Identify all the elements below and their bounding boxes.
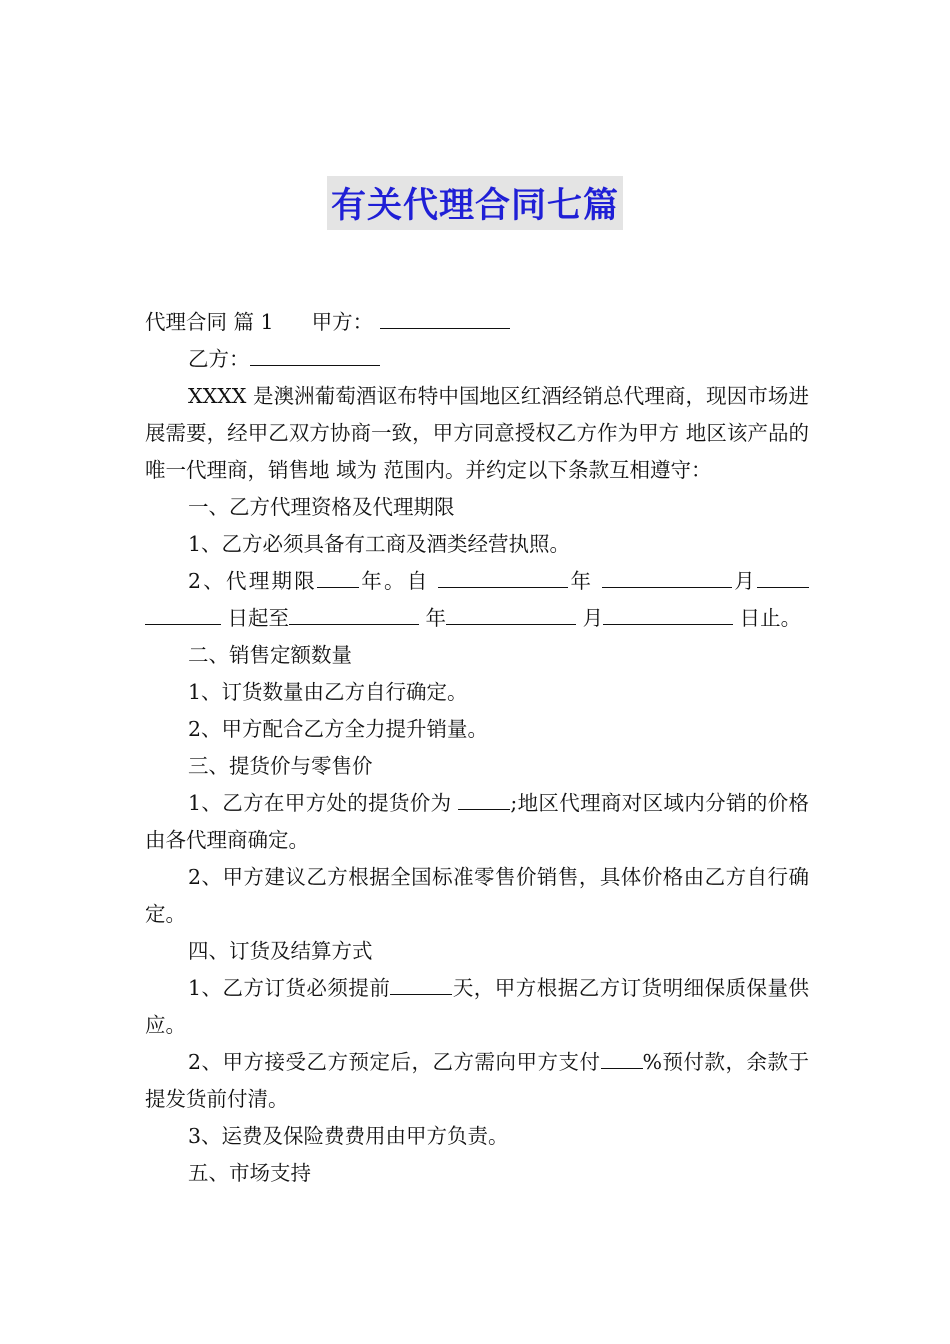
clause-1-2-g: 月: [576, 606, 604, 630]
clause-1-2-c: 年: [568, 569, 602, 593]
section-4-heading: 四、订货及结算方式: [188, 939, 373, 963]
clause-1-2-b: 年。自: [359, 569, 439, 593]
clause-1-2-f: 年: [419, 606, 447, 630]
clause-1-2-a: 2、代理期限: [188, 569, 318, 593]
start-month-blank[interactable]: [602, 565, 732, 588]
start-day-blank-b[interactable]: [145, 602, 221, 625]
end-month-blank[interactable]: [446, 602, 576, 625]
term-years-blank[interactable]: [317, 565, 359, 588]
clause-4-2-b: %预付款，余款于提发货前付清。: [145, 1050, 810, 1111]
clause-3-2: 2、甲方建议乙方根据全国标准零售价销售，具体价格由乙方自行确定。: [145, 865, 809, 926]
party-b-label: 乙方：: [188, 347, 250, 371]
clause-4-1: [145, 970, 809, 1044]
end-year-blank[interactable]: [289, 602, 419, 625]
clause-4-1-a: 1、乙方订货必须提前: [188, 976, 391, 1000]
clause-3-1-b: ;地区代理商对区域内分销的价格由各代理商确定。: [145, 791, 809, 852]
start-day-blank-a[interactable]: [757, 565, 809, 588]
order-days-blank[interactable]: [390, 972, 452, 995]
clause-4-2-a: 2、甲方接受乙方预定后，乙方需向甲方支付: [188, 1050, 601, 1074]
section-2-heading: 二、销售定额数量: [188, 643, 352, 667]
party-b-blank[interactable]: [250, 343, 380, 366]
document-title: 有关代理合同七篇: [327, 176, 623, 230]
clause-3-1: [145, 785, 809, 859]
clause-1-1: 1、乙方必须具备有工商及酒类经营执照。: [188, 532, 571, 556]
clause-1-2-h: 日止。: [733, 606, 802, 630]
prepay-percent-blank[interactable]: [601, 1046, 643, 1069]
section-1-heading: 一、乙方代理资格及代理期限: [188, 495, 455, 519]
clause-3-1-a: 1、乙方在甲方处的提货价为: [188, 791, 459, 815]
clause-1-2-e: 日起至: [221, 606, 290, 630]
clause-4-3: 3、运费及保险费费用由甲方负责。: [188, 1124, 509, 1148]
clause-4-2: [145, 1044, 809, 1118]
document-body: [145, 304, 809, 1192]
clause-1-2: [145, 563, 809, 637]
party-a-label: 甲方：: [311, 310, 374, 334]
clause-4-1-b: 天，甲方根据乙方订货明细保质保量供应。: [145, 976, 809, 1037]
clause-1-2-d: 月: [732, 569, 757, 593]
party-a-blank[interactable]: [380, 306, 510, 329]
document-title-wrap: [0, 176, 950, 230]
clause-2-2: 2、甲方配合乙方全力提升销量。: [188, 717, 489, 741]
party-b-line: [145, 341, 809, 378]
intro-paragraph: XXXX 是澳洲葡萄酒讴布特中国地区红酒经销总代理商，现因市场进展需要，经甲乙双方协商一致，甲方同意授权乙方作为甲方 地区该产品的唯一代理商，销售地 域为 范围内。并约定以下条款互相遵守：: [145, 384, 809, 482]
contract-label: 代理合同 篇 1: [145, 310, 274, 334]
clause-2-1: 1、订货数量由乙方自行确定。: [188, 680, 468, 704]
end-day-blank[interactable]: [603, 602, 733, 625]
section-3-heading: 三、提货价与零售价: [188, 754, 373, 778]
pickup-price-blank[interactable]: [458, 787, 510, 810]
party-a-line: [145, 304, 809, 341]
section-5-heading: 五、市场支持: [188, 1161, 311, 1185]
start-year-blank[interactable]: [438, 565, 568, 588]
